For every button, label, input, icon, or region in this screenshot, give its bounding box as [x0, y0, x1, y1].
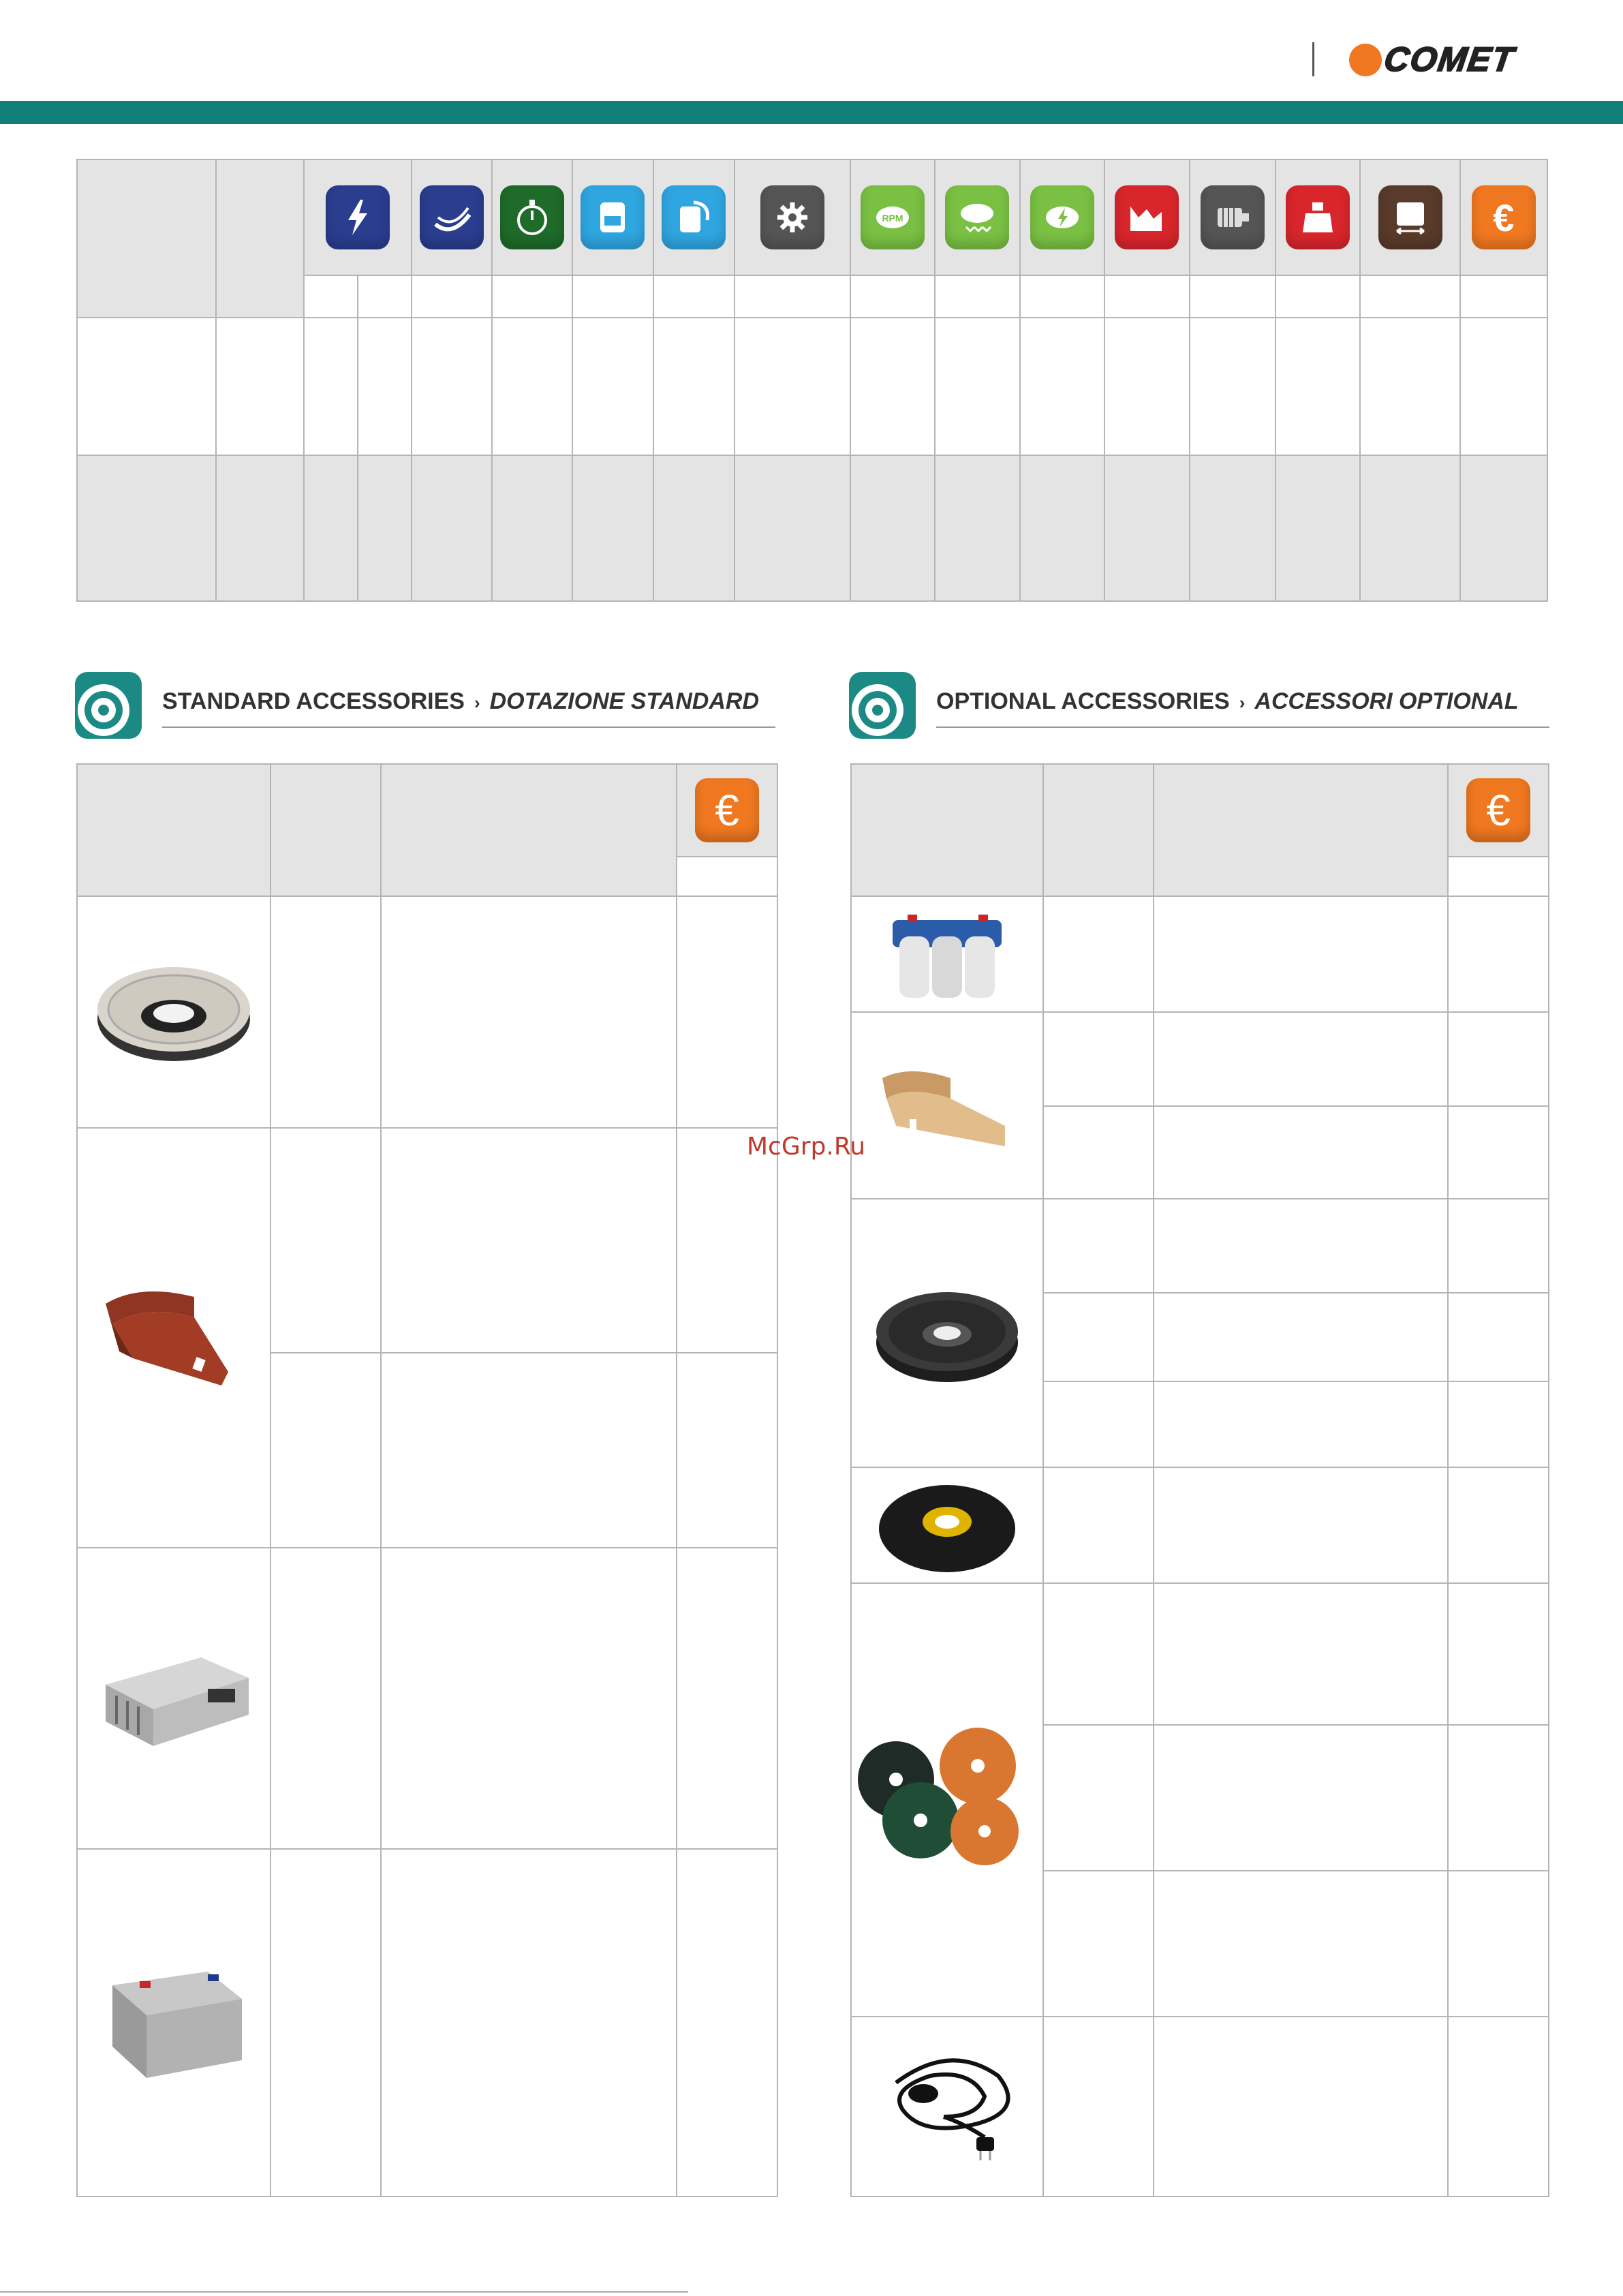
battery-image — [92, 1958, 256, 2087]
pad-holder-image — [872, 1474, 1022, 1576]
optional-title-it: ACCESSORI OPTIONAL — [1254, 688, 1519, 714]
product-header — [77, 764, 270, 896]
squeegee-blade-image — [92, 1276, 256, 1399]
standard-title-it: DOTAZIONE STANDARD — [489, 688, 759, 714]
recovery-tank-icon — [662, 185, 726, 249]
spec-subcell — [850, 275, 935, 318]
standard-accessories-title — [162, 688, 759, 715]
product-image-cell — [851, 1199, 1043, 1467]
price-header — [1448, 764, 1549, 857]
standard-accessories-table — [76, 763, 778, 2197]
spec-header-dimensions — [1360, 159, 1459, 275]
watermark: McGrp.Ru — [747, 1133, 866, 1161]
floor-pads-image — [855, 1725, 1039, 1875]
table-row — [77, 1548, 777, 1849]
optional-accessories-title — [936, 688, 1519, 715]
euro-price-icon: € — [1472, 185, 1536, 249]
spec-subcell — [1276, 275, 1360, 318]
rpm-label: RPM — [882, 213, 903, 224]
product-image-cell — [851, 2017, 1043, 2196]
price-subheader — [1448, 857, 1549, 896]
brand-logo: COMET — [1382, 40, 1517, 78]
gel-battery-image — [872, 906, 1022, 1002]
product-header — [851, 764, 1043, 896]
spec-subcell — [358, 275, 412, 318]
header-bar — [0, 101, 1623, 124]
logo-dot — [1349, 44, 1382, 76]
price-header — [677, 764, 777, 857]
spec-header-price — [1460, 159, 1547, 275]
cleaning-path-icon — [420, 185, 484, 249]
standard-accessories-icon — [75, 672, 142, 739]
price-subheader — [677, 857, 777, 896]
section-rule — [162, 726, 775, 728]
motor-icon — [1201, 185, 1265, 249]
stopwatch-icon — [500, 185, 564, 249]
code-header — [270, 764, 381, 896]
spec-header-time — [492, 159, 572, 275]
spec-header-pressure — [935, 159, 1019, 275]
spec-header-gear — [735, 159, 850, 275]
product-image-cell — [77, 896, 270, 1128]
product-image-cell — [77, 1128, 270, 1548]
table-row — [77, 1849, 777, 2196]
footer-rule — [0, 2291, 688, 2293]
spec-subcell — [304, 275, 358, 318]
spec-header-rpm — [850, 159, 935, 275]
spec-header-path — [412, 159, 492, 275]
table-row — [851, 1467, 1549, 1583]
noise-level-icon — [1115, 185, 1179, 249]
spec-subcell — [1104, 275, 1190, 318]
linatex-blade-image — [869, 1051, 1025, 1160]
table-row — [851, 1199, 1549, 1293]
section-rule — [936, 726, 1549, 728]
spec-header-power — [304, 159, 412, 275]
product-image-cell — [851, 1467, 1043, 1583]
product-image-cell — [77, 1849, 270, 2196]
brush-motor-icon — [1030, 185, 1094, 249]
solution-tank-icon — [581, 185, 645, 249]
table-row — [77, 896, 777, 1128]
product-image-cell — [851, 896, 1043, 1012]
gear-icon — [760, 185, 824, 249]
optional-accessories-table — [850, 763, 1549, 2197]
description-header — [381, 764, 677, 896]
brush-pressure-icon — [945, 185, 1009, 249]
table-row — [851, 2017, 1549, 2196]
table-row — [77, 1128, 777, 1353]
product-image-cell — [77, 1548, 270, 1849]
optional-accessories-icon — [849, 672, 916, 739]
table-row — [851, 1583, 1549, 1725]
product-image-cell — [851, 1012, 1043, 1199]
spec-subcell — [1360, 275, 1459, 318]
code-header — [1043, 764, 1154, 896]
title-separator: › — [474, 692, 480, 713]
spec-subcell — [935, 275, 1019, 318]
brush-rpm-icon — [861, 185, 925, 249]
spec-subcell — [1190, 275, 1276, 318]
spec-header-weight — [1276, 159, 1360, 275]
spec-subcell — [1460, 275, 1547, 318]
logo-divider — [1312, 42, 1314, 76]
code-header — [216, 159, 303, 318]
spec-header-noise — [1104, 159, 1190, 275]
weight-icon — [1286, 185, 1350, 249]
table-row — [77, 455, 1547, 601]
power-icon — [326, 185, 390, 249]
spec-subcell — [412, 275, 492, 318]
euro-price-icon: € — [695, 778, 759, 842]
dimensions-icon — [1378, 185, 1442, 249]
spec-header-recovery — [653, 159, 735, 275]
table-row — [851, 896, 1549, 1012]
spec-header-solution — [572, 159, 653, 275]
euro-price-icon: € — [1466, 778, 1530, 842]
spec-subcell — [735, 275, 850, 318]
brush-holder-image — [89, 951, 259, 1073]
scrub-brush-image — [865, 1272, 1029, 1394]
spec-subcell — [653, 275, 735, 318]
battery-charger-image — [92, 1644, 256, 1753]
spec-header-motor — [1190, 159, 1276, 275]
model-header — [77, 159, 216, 318]
optional-title-en: OPTIONAL ACCESSORIES — [936, 688, 1230, 714]
spec-subcell — [492, 275, 572, 318]
description-header — [1154, 764, 1448, 896]
title-separator: › — [1239, 692, 1246, 713]
spec-table — [76, 159, 1548, 602]
spec-header-brush-motor — [1020, 159, 1104, 275]
table-row — [851, 1012, 1549, 1106]
spec-subcell — [572, 275, 653, 318]
table-row — [77, 318, 1547, 455]
product-image-cell — [851, 1583, 1043, 2017]
extension-cable-image — [869, 2042, 1025, 2171]
standard-title-en: STANDARD ACCESSORIES — [162, 688, 465, 714]
spec-subcell — [1020, 275, 1104, 318]
